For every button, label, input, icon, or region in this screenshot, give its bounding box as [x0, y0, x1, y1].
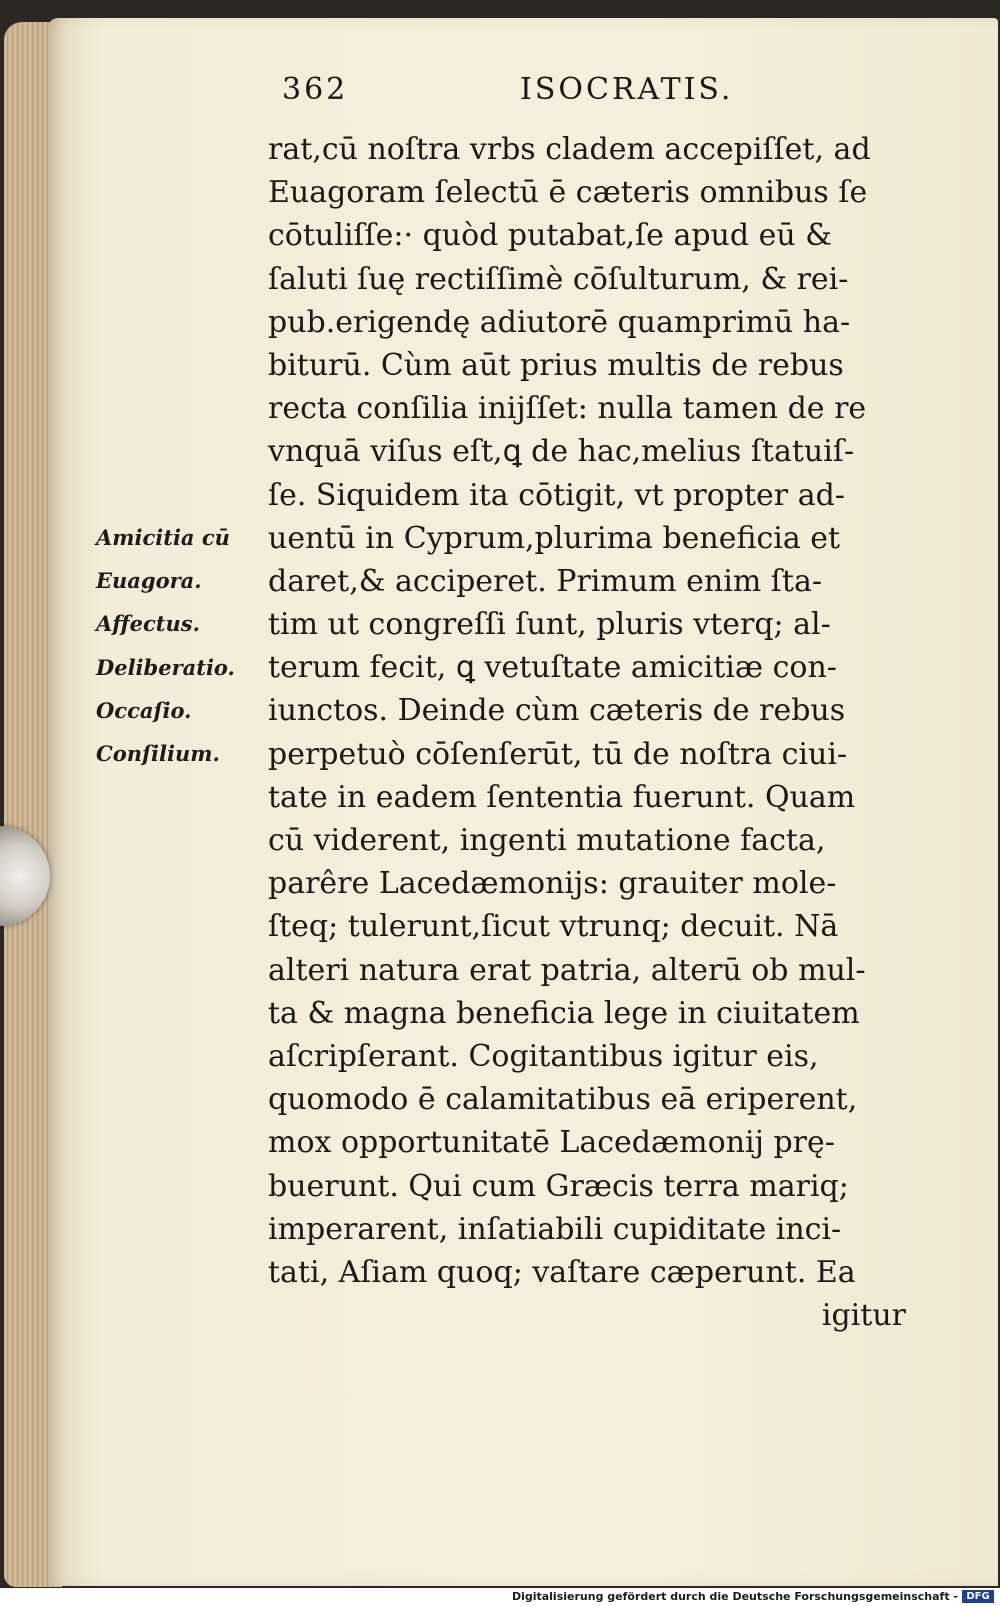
text-line: mox opportunitatē Lacedæmonij prę- [268, 1125, 835, 1161]
body-text [268, 128, 918, 1337]
text-line: pub.erigendę adiutorē quamprimū ha- [268, 304, 851, 340]
text-line: rat,cū noſtra vrbs cladem accepiſſet, ad [268, 132, 871, 167]
text-line: tate in eadem ſententia fuerunt. Quam [268, 779, 856, 815]
text-line: tati, Aſiam quoq; vaſtare cæperunt. Ea [268, 1254, 856, 1290]
catchword: igitur [821, 1298, 906, 1334]
text-line: daret,& acciperet. Primum enim ſta- [268, 563, 822, 599]
margin-note: Euagora. [96, 568, 202, 594]
text-line: imperarent, inſatiabili cupiditate inci- [268, 1211, 842, 1247]
text-line: ſaluti ſuę rectiſſimè cōſulturum, & rei- [268, 261, 849, 297]
text-line: vnquā viſus eſt,ꝗ de hac,melius ſtatuiſ- [268, 434, 855, 470]
text-line: iunctos. Deinde cùm cæteris de rebus [268, 693, 846, 729]
text-line: tim ut congreſſi ſunt, pluris vterq; al- [268, 607, 831, 643]
text-line: perpetuò cōſenſerūt, tū de noſtra ciui- [268, 736, 848, 772]
footer-credit: Digitalisierung gefördert durch die Deutsche Forschungsgemeinschaft - [511, 1590, 958, 1603]
text-line: aſcripſerant. Cogitantibus igitur eis, [268, 1038, 819, 1074]
margin-note: Affectus. [96, 611, 200, 637]
running-head: ISOCRATIS. [520, 72, 734, 107]
text-line: alteri natura erat patria, alterū ob mul- [268, 952, 866, 988]
margin-note: Deliberatio. [96, 654, 235, 680]
page-number: 362 [282, 72, 349, 107]
text-line: uentū in Cyprum,plurima beneficia et [268, 520, 841, 556]
margin-note: Occaſio. [96, 697, 192, 723]
text-line: ſteq; tulerunt,ſicut vtrunq; decuit. Nā [268, 909, 839, 945]
text-line: biturū. Cùm aūt prius multis de rebus [268, 347, 844, 383]
text-line: parêre Lacedæmonijs: grauiter mole- [268, 866, 837, 902]
margin-note: Amicitia cū [96, 525, 230, 550]
text-line: buerunt. Qui cum Græcis terra mariq; [268, 1168, 849, 1204]
text-line: quomodo ē calamitatibus eā eriperent, [268, 1082, 858, 1118]
text-line: terum fecit, ꝗ vetuſtate amicitiæ con- [268, 650, 837, 686]
dfg-logo-icon: DFG [962, 1590, 994, 1603]
text-line: recta conſilia inijſſet: nulla tamen de re [268, 391, 867, 427]
text-line: Euagoram ſelectū ē cæteris omnibus ſe [268, 175, 868, 211]
text-line: ſe. Siquidem ita cōtigit, vt propter ad- [268, 477, 845, 513]
text-line: cōtuliſſe:· quòd putabat,ſe apud eū & [268, 218, 832, 254]
text-line: ta & magna beneficia lege in ciuitatem [268, 995, 860, 1031]
margin-notes [96, 516, 235, 775]
margin-note: Conſilium. [96, 740, 220, 766]
text-line: cū viderent, ingenti mutatione facta, [268, 823, 826, 858]
